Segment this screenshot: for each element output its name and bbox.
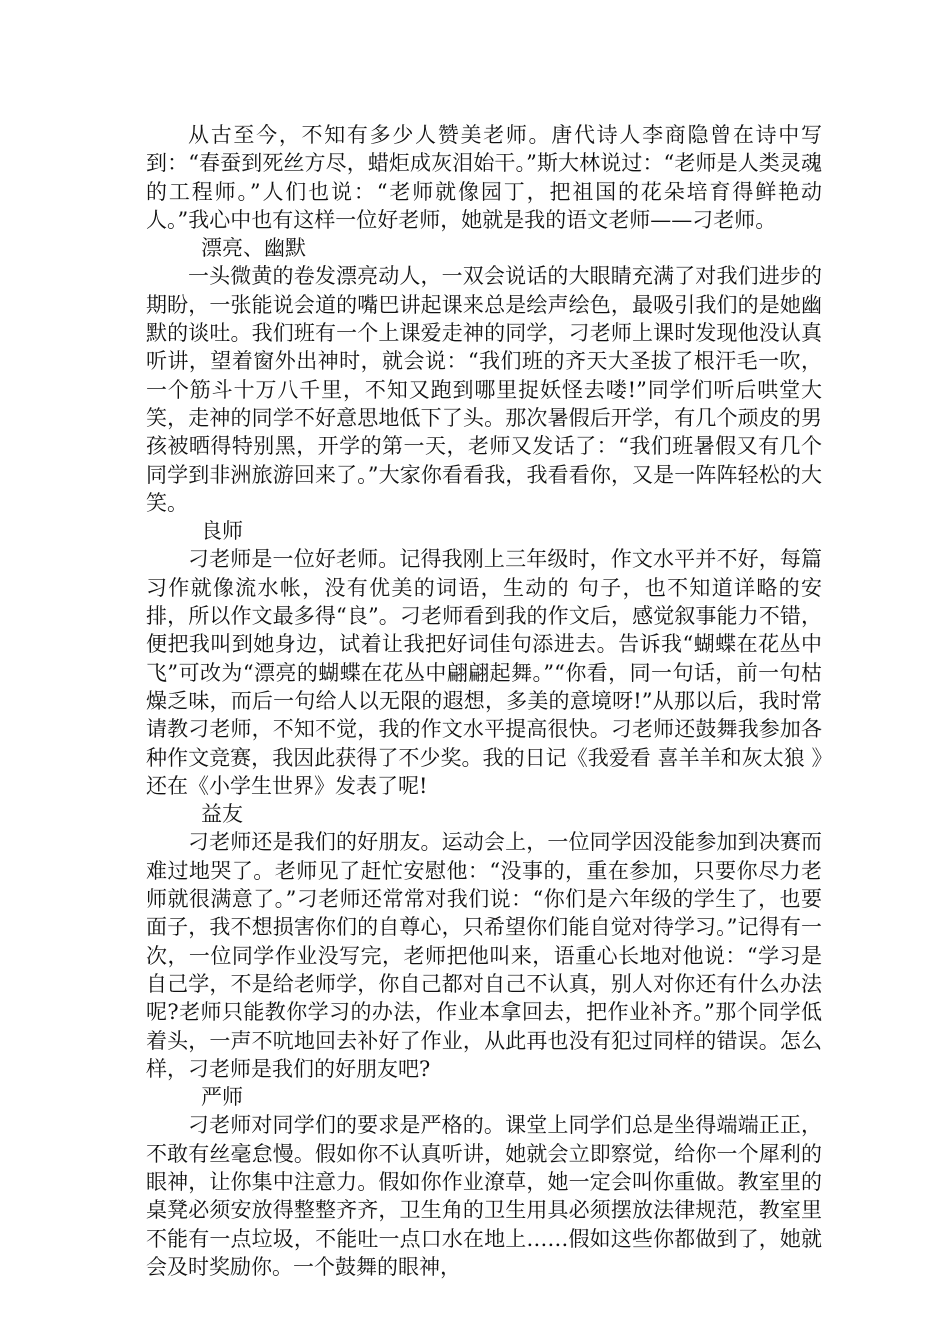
section-heading-good-friend: 益友 [201, 802, 243, 827]
intro-paragraph: 从古至今，不知有多少人赞美老师。唐代诗人李商隐曾在诗中写到：“春蚕到死丝方尽，蜡炬成灰泪始干。”斯大林说过：“老师是人类灵魂的工程师。”人们也说：“老师就像园丁，把祖国的花朵培育得鲜艳动人。”我心中也有这样一位好老师，她就是我的语文老师——刁老师。 [146, 123, 822, 232]
section-body-beautiful-humorous: 一头微黄的卷发漂亮动人，一双会说话的大眼睛充满了对我们进步的期盼，一张能说会道的嘴巴讲起课来总是绘声绘色，最吸引我们的是她幽默的谈吐。我们班有一个上课爱走神的同学，刁老师上课时发现他没认真听讲，望着窗外出神时，就会说：“我们班的齐天大圣拔了根汗毛一吹，一个筋斗十万八千里，不知又跑到哪里捉妖怪去喽!”同学们听后哄堂大笑，走神的同学不好意思地低下了头。那次暑假后开学，有几个顽皮的男孩被晒得特别黑，开学的第一天，老师又发话了：“我们班暑假又有几个同学到非洲旅游回来了。”大家你看看我，我看看你，又是一阵阵轻松的大笑。 [146, 264, 822, 515]
section-body-strict-teacher: 刁老师对同学们的要求是严格的。课堂上同学们总是坐得端端正正，不敢有丝毫怠慢。假如你不认真听讲，她就会立即察觉，给你一个犀利的眼神，让你集中注意力。假如你作业潦草，她一定会叫你重做。教室里的桌凳必须安放得整整齐齐，卫生角的卫生用具必须摆放法律规范，教室里不能有一点垃圾，不能吐一点口水在地上……假如这些你都做到了，她就会及时奖励你。一个鼓舞的眼神， [146, 1113, 822, 1279]
section-heading-beautiful-humorous: 漂亮、幽默 [201, 236, 306, 261]
section-body-good-teacher: 刁老师是一位好老师。记得我刚上三年级时，作文水平并不好，每篇习作就像流水帐，没有优美的词语，生动的 句子，也不知道详略的安排，所以作文最多得“良”。刁老师看到我的作文后，感觉叙事能力不错，便把我叫到她身边，试着让我把好词佳句添进去。告诉我“蝴蝶在花丛中飞”可改为“漂亮的蝴蝶在花丛中翩翩起舞。”“你看，同一句话，前一句枯燥乏味，而后一句给人以无限的遐想，多美的意境呀!”从那以后，我时常请教刁老师，不知不觉，我的作文水平提高很快。刁老师还鼓舞我参加各种作文竞赛，我因此获得了不少奖。我的日记《我爱看 喜羊羊和灰太狼 》还在《小学生世界》发表了呢! [146, 547, 822, 798]
document-page [146, 121, 822, 1281]
section-heading-strict-teacher: 严师 [201, 1085, 243, 1110]
section-heading-good-teacher: 良师 [201, 519, 243, 544]
section-body-good-friend: 刁老师还是我们的好朋友。运动会上，一位同学因没能参加到决赛而难过地哭了。老师见了赶忙安慰他：“没事的，重在参加，只要你尽力老师就很满意了。”刁老师还常常对我们说：“你们是六年级的学生了，也要面子，我不想损害你们的自尊心，只希望你们能自觉对待学习。”记得有一次，一位同学作业没写完，老师把他叫来，语重心长地对他说：“学习是自己学，不是给老师学，你自己都对自己不认真，别人对你还有什么办法呢?老师只能教你学习的办法，作业本拿回去，把作业补齐。”那个同学低着头，一声不吭地回去补好了作业，从此再也没有犯过同样的错误。怎么样，刁老师是我们的好朋友吧? [146, 830, 822, 1081]
